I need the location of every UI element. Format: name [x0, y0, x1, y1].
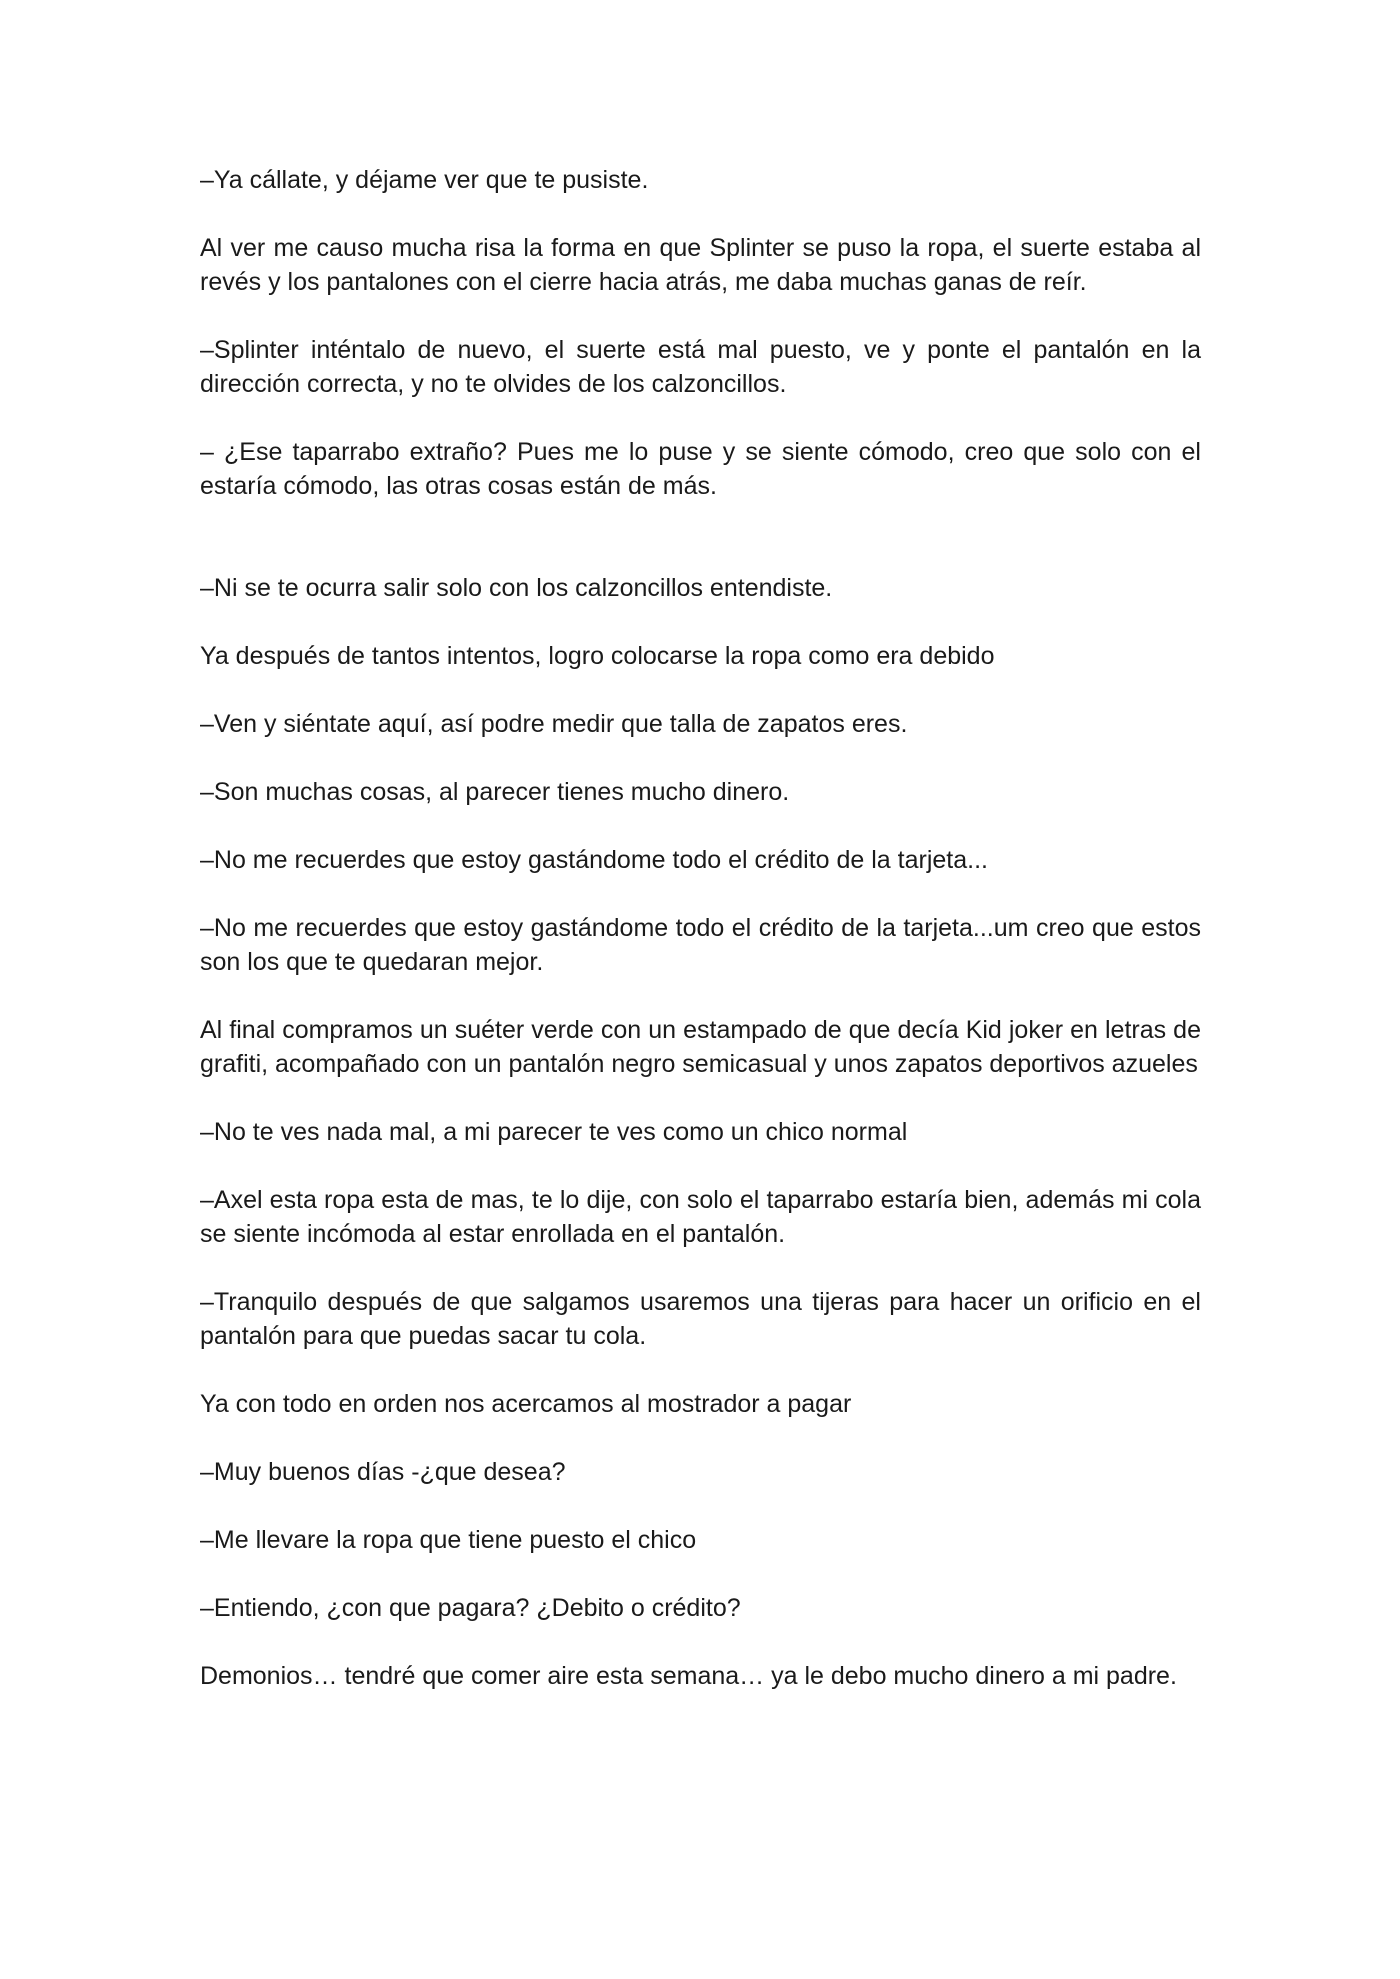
paragraph: –Me llevare la ropa que tiene puesto el chico: [200, 1526, 697, 1554]
paragraph: –Muy buenos días -¿que desea?: [200, 1458, 566, 1486]
paragraph: –Ni se te ocurra salir solo con los calzoncillos entendiste.: [200, 574, 833, 602]
paragraph: Al final compramos un suéter verde con un estampado de que decía Kid joker en letras de grafiti, acompañado con un pantalón negro semicasual y unos zapatos deportivos azueles: [200, 1016, 1201, 1078]
paragraph: –Ven y siéntate aquí, así podre medir que talla de zapatos eres.: [200, 710, 908, 738]
paragraph: –Entiendo, ¿con que pagara? ¿Debito o crédito?: [200, 1594, 741, 1622]
paragraph: Al ver me causo mucha risa la forma en que Splinter se puso la ropa, el suerte estaba al revés y los pantalones con el cierre hacia atrás, me daba muchas ganas de reír.: [200, 234, 1201, 296]
paragraph: –No me recuerdes que estoy gastándome todo el crédito de la tarjeta...: [200, 846, 988, 874]
paragraph: –Splinter inténtalo de nuevo, el suerte está mal puesto, ve y ponte el pantalón en la dirección correcta, y no te olvides de los calzoncillos.: [200, 336, 1201, 398]
paragraph: –No me recuerdes que estoy gastándome todo el crédito de la tarjeta...um creo que estos son los que te quedaran mejor.: [200, 914, 1201, 976]
paragraph: –Tranquilo después de que salgamos usaremos una tijeras para hacer un orificio en el pantalón para que puedas sacar tu cola.: [200, 1288, 1201, 1350]
document-body: [200, 163, 1201, 1727]
paragraph: – ¿Ese taparrabo extraño? Pues me lo puse y se siente cómodo, creo que solo con el estaría cómodo, las otras cosas están de más.: [200, 438, 1201, 500]
paragraph: –Axel esta ropa esta de mas, te lo dije, con solo el taparrabo estaría bien, además mi cola se siente incómoda al estar enrollada en el pantalón.: [200, 1186, 1201, 1248]
paragraph: Ya después de tantos intentos, logro colocarse la ropa como era debido: [200, 642, 995, 670]
paragraph: Demonios… tendré que comer aire esta semana… ya le debo mucho dinero a mi padre.: [200, 1662, 1177, 1690]
paragraph: Ya con todo en orden nos acercamos al mostrador a pagar: [200, 1390, 852, 1418]
paragraph: –Son muchas cosas, al parecer tienes mucho dinero.: [200, 778, 790, 806]
paragraph: –No te ves nada mal, a mi parecer te ves como un chico normal: [200, 1118, 908, 1146]
paragraph: –Ya cállate, y déjame ver que te pusiste.: [200, 166, 649, 194]
